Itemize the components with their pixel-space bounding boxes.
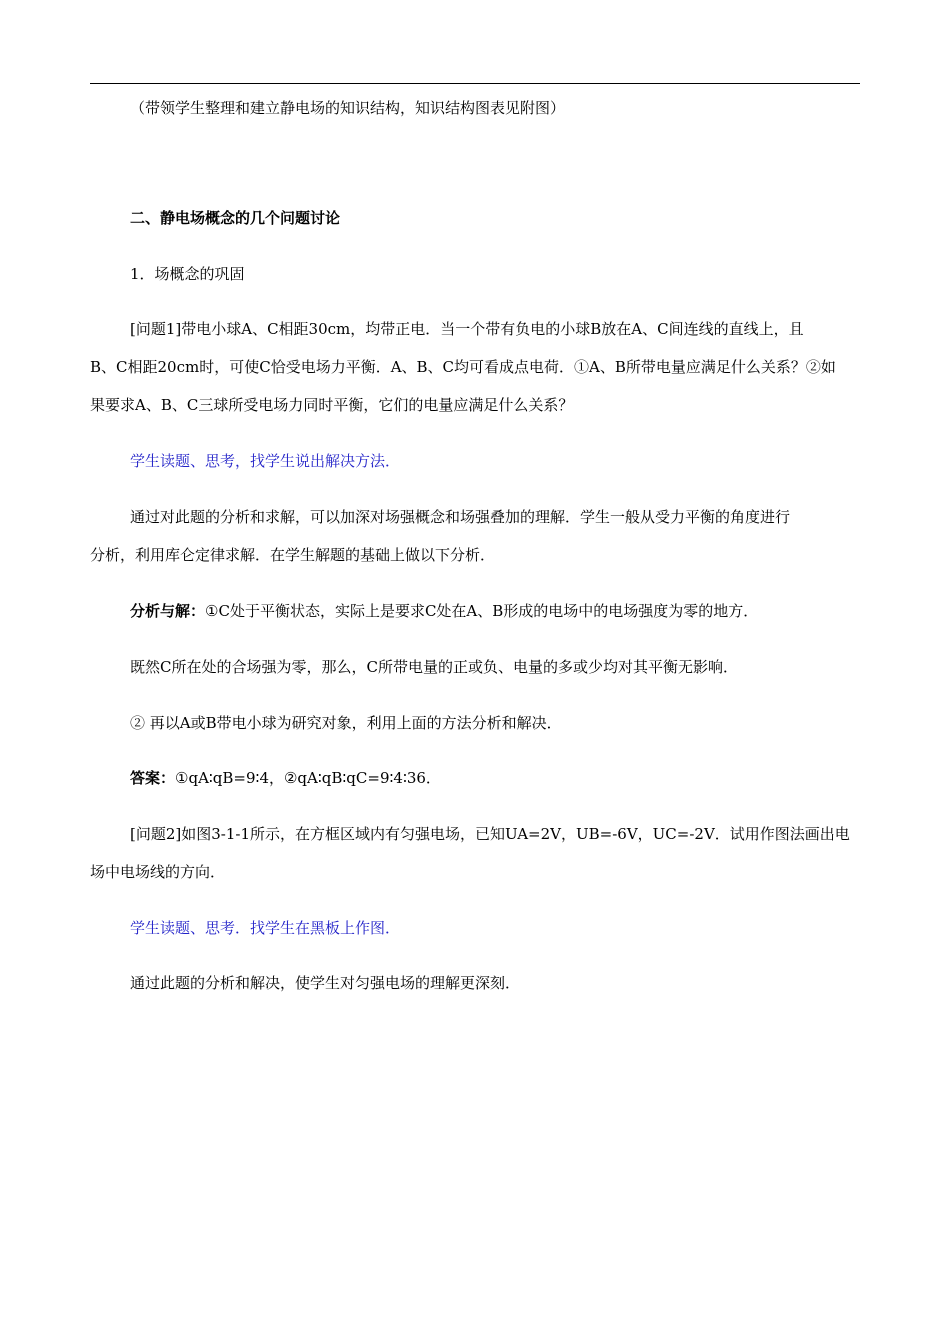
discussion-line: 通过对此题的分析和求解，可以加深对场强概念和场强叠加的理解．学生一般从受力平衡的角度进行	[130, 508, 791, 526]
subsection-title: 1．场概念的巩固	[130, 265, 245, 283]
analysis-note: 既然C所在处的合场强为零，那么，C所带电量的正或负、电量的多或少均对其平衡无影响．	[130, 658, 738, 676]
analysis-label: 分析与解：	[130, 602, 206, 620]
problem-2-line: [问题2]如图3-1-1所示，在方框区域内有匀强电场，已知UA=2V，UB=-6V，UC=-2V．试用作图法画出电	[130, 825, 850, 843]
conclusion: 通过此题的分析和解决，使学生对匀强电场的理解更深刻．	[130, 974, 521, 992]
header-rule	[90, 83, 860, 84]
student-action-2: 学生读题、思考．找学生在黑板上作图．	[130, 919, 401, 937]
problem-1-line: 果要求A、B、C三球所受电场力同时平衡，它们的电量应满足什么关系？	[90, 396, 574, 414]
answer-paragraph	[90, 768, 860, 788]
student-action-1: 学生读题、思考，找学生说出解决方法．	[130, 452, 401, 470]
problem-1-line: [问题1]带电小球A、C相距30cm，均带正电．当一个带有负电的小球B放在A、C间连线的直线上，且	[130, 320, 804, 338]
analysis-paragraph	[90, 601, 860, 621]
intro-note: （带领学生整理和建立静电场的知识结构，知识结构图表见附图）	[130, 99, 566, 117]
answer-text: ①qA∶qB=9∶4，②qA∶qB∶qC=9∶4∶36．	[175, 769, 441, 787]
answer-label: 答案：	[130, 769, 176, 787]
section-heading: 二、静电场概念的几个问题讨论	[130, 209, 341, 227]
problem-2-line: 场中电场线的方向．	[90, 863, 226, 881]
analysis-text: ①C处于平衡状态，实际上是要求C处在A、B形成的电场中的电场强度为零的地方．	[205, 602, 759, 620]
analysis-step-2: ② 再以A或B带电小球为研究对象，利用上面的方法分析和解决．	[130, 714, 562, 732]
discussion-line: 分析，利用库仑定律求解．在学生解题的基础上做以下分析．	[90, 546, 496, 564]
problem-1-line: B、C相距20cm时，可使C恰受电场力平衡．A、B、C均可看成点电荷．①A、B所带电量应满足什么关系？②如	[90, 358, 836, 376]
